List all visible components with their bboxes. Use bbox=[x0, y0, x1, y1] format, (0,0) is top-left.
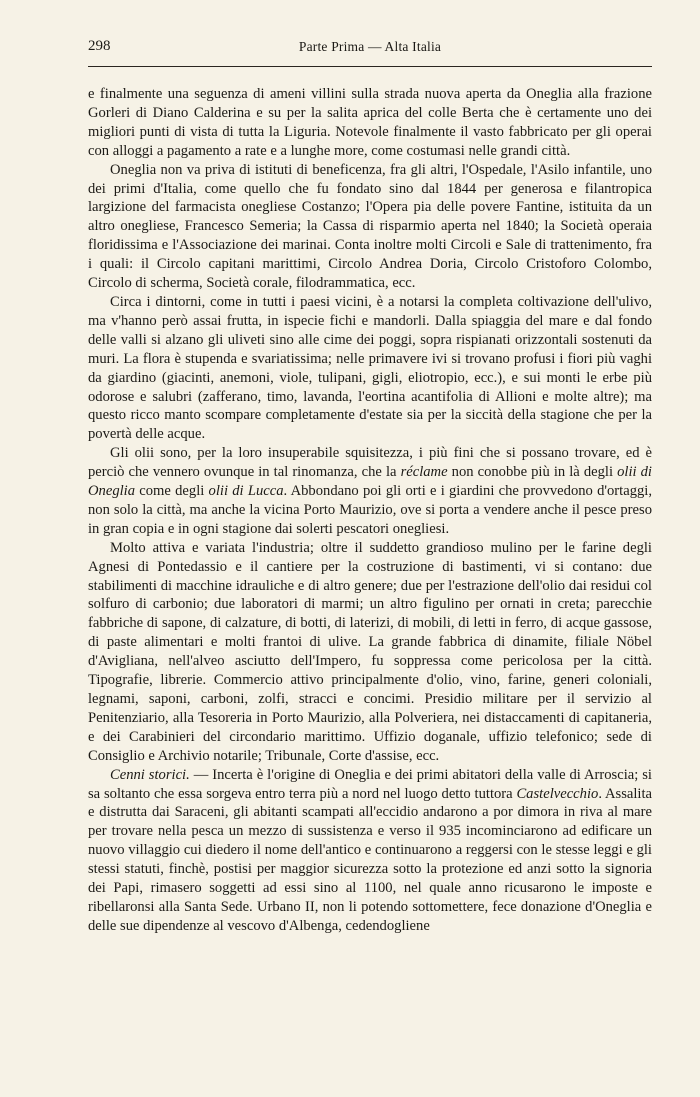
paragraph-beneficenza: Oneglia non va priva di istituti di beneficenza, fra gli altri, l'Ospedale, l'Asilo infantile, uno dei primi d'Italia, come quello che fu fondato sino dal 1844 per generosa e filantropica largizione del farmacista onegliese Costanzo; l'Opera pia delle povere Fantine, istituita da un altro onegliese, Francesco Semeria; la Cassa di risparmio aperta nel 1840; la Società operaia floridissima e l'Associazione dei marinai. Conta inoltre molti Circoli e Sale di trattenimento, fra i quali: il Circolo capitani marittimi, Circolo Andrea Doria, Circolo Cristoforo Colombo, Circolo di scherma, Società corale, filodrammatica, ecc. bbox=[88, 161, 652, 292]
paragraph-cenni-storici bbox=[88, 766, 652, 936]
storici-text-1: — Incerta è l'origine di Oneglia e dei primi abitatori della valle di Arroscia; si sa soltanto che essa sorgeva entro terra più a nord nel luogo detto tuttora bbox=[88, 766, 652, 802]
body-text bbox=[88, 85, 652, 936]
reclame-term: réclame bbox=[400, 464, 448, 481]
olii-text-3: come degli bbox=[135, 483, 209, 500]
page-header bbox=[88, 38, 652, 58]
running-title: Parte Prima — Alta Italia bbox=[298, 39, 442, 54]
paragraph-dintorni: Circa i dintorni, come in tutti i paesi vicini, è a notarsi la completa coltivazione dell'ulivo, ma v'hanno però assai frutta, in ispecie fichi e mandorli. Dalla spiaggia del mare e dal fondo delle valli si alzano gli uliveti sino alle cime dei poggi, sopra rispianati orizzontali sostenuti da muri. La flora è stupenda e svariatissima; nelle primavere ivi si trovano profusi i fiori più vaghi da giardino (giacinti, anemoni, viole, tulipani, gigli, eliotropio, ecc.), e sui monti le erbe più odorose e salubri (zafferano, timo, lavanda, l'eortina acantifolia di Allioni e molte altre); ma questo ricco manto scompare completamente d'estate sia per la siccità della stagione che per la povertà delle acque. bbox=[88, 293, 652, 443]
section-heading-cenni-storici: Cenni storici. bbox=[110, 766, 190, 783]
olii-text-4: . Abbondano poi gli orti e i giardini che provvedono d'ortaggi, non solo la città, ma anche la vicina Porto Maurizio, ove si porta a vendere anche il pesce preso in gran copia e in ogni stagione dai solerti pescatori onegliesi. bbox=[88, 483, 652, 537]
castelvecchio-term: Castelvecchio bbox=[516, 785, 599, 802]
page-number: 298 bbox=[88, 38, 111, 54]
olii-oneglia-term: olii di Oneglia bbox=[88, 464, 652, 500]
paragraph-industria: Molto attiva e variata l'industria; oltre il suddetto grandioso mulino per le farine degli Agnesi di Pontedassio e il cantiere per la costruzione di bastimenti, vi si contano: due stabilimenti di macchine idrauliche e di altro genere; due per l'estrazione dell'olio dai residui col solfuro di carbonio; due laboratori di marmi; un altro figulino per ornati in creta; parecchie fabbriche di sapone, di calzature, di botti, di laterizi, di mobili, di letti in ferro, di acque gassose, di paste alimentari e molti frantoi di ulive. La grande fabbrica di dinamite, filiale Nöbel d'Avigliana, nell'alveo asciutto dell'Impero, fu soppressa come pericolosa per la città. Tipografie, librerie. Commercio attivo principalmente d'olio, vino, farine, generi coloniali, legnami, saponi, carboni, zolfi, stracci e concimi. Presidio militare per il servizio al Penitenziario, alla Tesoreria in Porto Maurizio, alla Polveriera, nei distaccamenti di capitaneria, e dei Carabinieri del circondario marittimo. Uffizio doganale, uffizio telefonico; sede di Consiglio e Archivio notarile; Tribunale, Corte d'assise, ecc. bbox=[88, 539, 652, 764]
paragraph-villini: e finalmente una seguenza di ameni villini sulla strada nuova aperta da Oneglia alla frazione Gorleri di Diano Calderina e su per la salita aprica del colle Berta che è certamente uno dei migliori punti di vista di tutta la Liguria. Notevole finalmente il vasto fabbricato per gli operai con alloggi a pagamento a rate e a lunghe more, come costumasi nelle grandi città. bbox=[88, 86, 652, 159]
olii-lucca-term: olii di Lucca bbox=[208, 483, 284, 500]
olii-text-2: non conobbe più in là degli bbox=[447, 464, 618, 481]
header-rule bbox=[88, 66, 652, 67]
paragraph-olii bbox=[88, 444, 652, 539]
olii-text-1: Gli olii sono, per la loro insuperabile squisitezza, i più fini che si possano trovare, ed è perciò che vennero ovunque in tal rinomanza, che la bbox=[88, 445, 652, 481]
storici-text-2: . Assalita e distrutta dai Saraceni, gli abitanti scampati all'eccidio andarono a por dimora in riva al mare per trovare nella pesca un mezzo di sussistenza e verso il 935 incominciarono ad edificare un nuovo villaggio cui diedero il nome dell'antico e continuarono a reggersi con le stesse leggi e gli stessi statuti, finchè, postisi per maggior sicurezza sotto la protezione ed anzi sotto la signoria dei Papi, rimasero soggetti ad essi sino al 1100, nel quale anno ricusarono le imposte e ribellaronsi alla Santa Sede. Urbano II, non li potendo sottomettere, fece donazione d'Oneglia e delle sue dipendenze al vescovo d'Albenga, cedendogliene bbox=[88, 785, 652, 934]
